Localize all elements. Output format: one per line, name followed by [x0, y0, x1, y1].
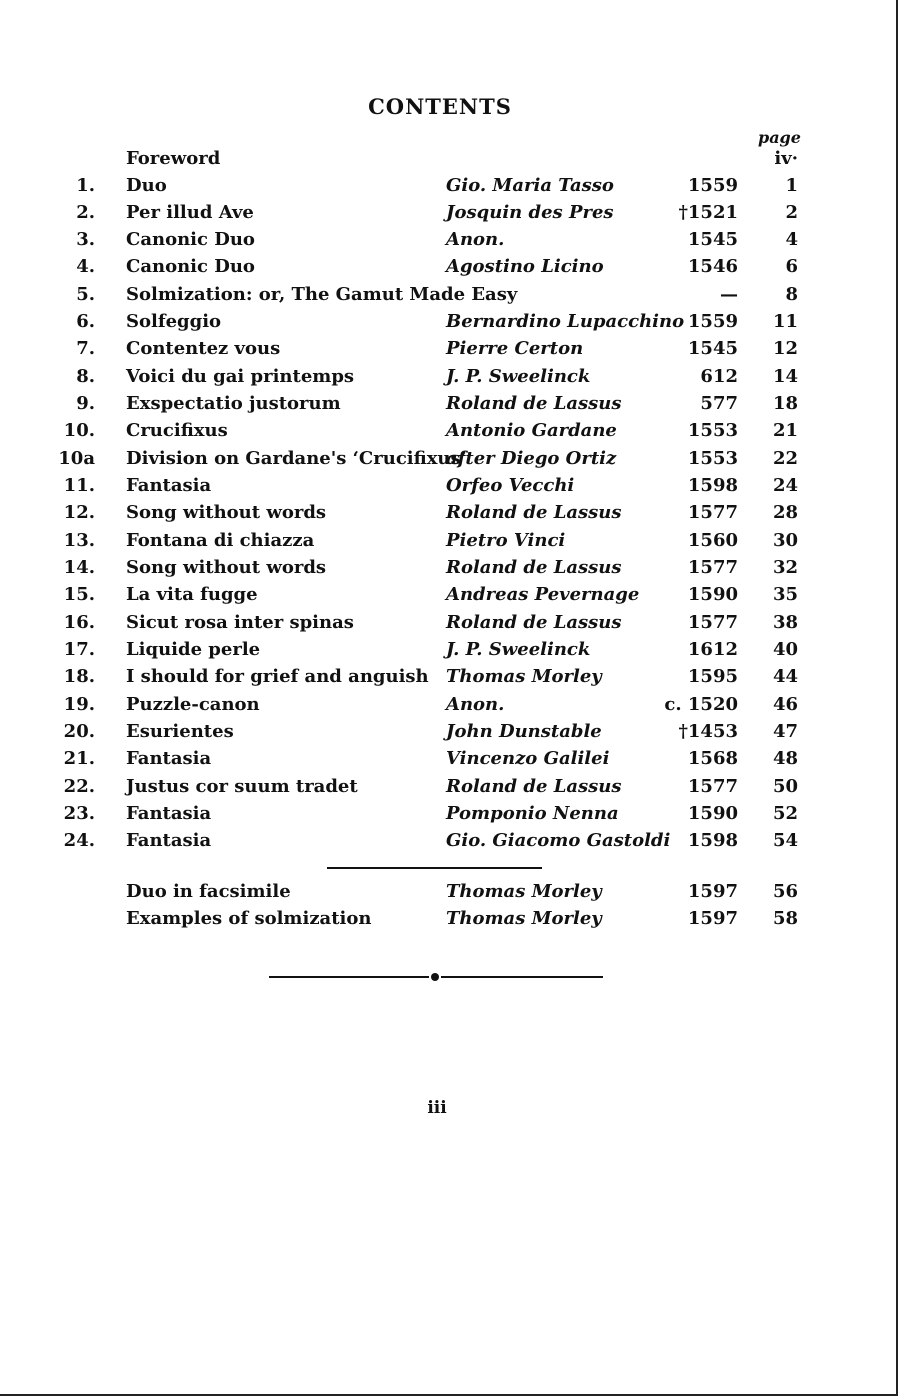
entry-composer: Thomas Morley: [446, 908, 602, 929]
entry-composer: Pierre Certon: [446, 338, 584, 359]
entry-year: 1545: [687, 338, 738, 359]
entry-number: 10a: [58, 448, 95, 469]
entry-year: 1546: [687, 256, 738, 277]
entry-number: 9.: [76, 393, 95, 414]
entry-year: 577: [700, 393, 738, 414]
entry-number: 19.: [63, 694, 95, 715]
entry-title: Exspectatio justorum: [126, 393, 341, 414]
entry-year: 1597: [687, 881, 738, 902]
entry-title: Canonic Duo: [126, 256, 255, 277]
entry-year: 612: [700, 366, 738, 387]
entry-page: 18: [772, 393, 798, 414]
entry-page: 46: [772, 694, 798, 715]
entry-number: 24.: [63, 830, 95, 851]
toc-row: [0, 475, 880, 502]
entry-number: 6.: [76, 311, 95, 332]
entry-composer: John Dunstable: [446, 721, 602, 742]
entry-composer: Gio. Giacomo Gastoldi: [446, 830, 671, 851]
entry-page: 58: [772, 908, 798, 929]
entry-composer: Pietro Vinci: [446, 530, 566, 551]
entry-composer: Antonio Gardane: [446, 420, 617, 441]
entry-composer: Roland de Lassus: [446, 557, 622, 578]
entry-composer: J. P. Sweelinck: [446, 639, 591, 660]
entry-year: 1577: [687, 557, 738, 578]
toc-row: [0, 748, 880, 775]
entry-year: 1598: [687, 475, 738, 496]
ornamental-rule: [269, 975, 603, 979]
toc-row: [0, 366, 880, 393]
entry-page: 11: [772, 311, 798, 332]
entry-year: 1590: [687, 803, 738, 824]
entry-title: Examples of solmization: [126, 908, 372, 929]
entry-composer: Thomas Morley: [446, 666, 602, 687]
page-title: CONTENTS: [368, 94, 512, 119]
entry-page: 52: [772, 803, 798, 824]
toc-row: [0, 229, 880, 256]
entry-year: 1598: [687, 830, 738, 851]
entry-composer: after Diego Ortiz: [446, 448, 617, 469]
entry-year: 1553: [687, 420, 738, 441]
entry-title: Justus cor suum tradet: [126, 776, 358, 797]
entry-number: 1.: [76, 175, 95, 196]
foreword-row: [0, 148, 880, 175]
entry-number: 14.: [63, 557, 95, 578]
entry-number: 15.: [63, 584, 95, 605]
entry-number: 10.: [63, 420, 95, 441]
entry-number: 12.: [63, 502, 95, 523]
entry-composer: Orfeo Vecchi: [446, 475, 575, 496]
entry-year: c. 1520: [664, 694, 738, 715]
entry-page: 4: [785, 229, 798, 250]
entry-page: 28: [772, 502, 798, 523]
ornament-line-left: [269, 976, 429, 978]
entry-page: 21: [772, 420, 798, 441]
entry-page: 12: [772, 338, 798, 359]
toc-row: [0, 612, 880, 639]
entry-page: 2: [785, 202, 798, 223]
entry-page: iv·: [774, 148, 798, 169]
entry-title: Sicut rosa inter spinas: [126, 612, 354, 633]
entry-title: Puzzle-canon: [126, 694, 260, 715]
entry-year: 1545: [687, 229, 738, 250]
entry-title: Duo in facsimile: [126, 881, 291, 902]
entry-page: 8: [785, 284, 798, 305]
toc-row: [0, 557, 880, 584]
entry-title: Foreword: [126, 148, 221, 169]
entry-composer: Thomas Morley: [446, 881, 602, 902]
entry-year: 1597: [687, 908, 738, 929]
entry-title: Fantasia: [126, 475, 212, 496]
entry-year: 1577: [687, 776, 738, 797]
toc-row: [0, 256, 880, 283]
toc-row: [0, 175, 880, 202]
entry-number: 20.: [63, 721, 95, 742]
toc-row: [0, 311, 880, 338]
toc-row: [0, 830, 880, 857]
entry-title: Voici du gai printemps: [126, 366, 355, 387]
entry-year: —: [720, 284, 738, 305]
entry-page: 54: [772, 830, 798, 851]
toc-row: [0, 393, 880, 420]
entry-composer: Roland de Lassus: [446, 502, 622, 523]
entry-title: Contentez vous: [126, 338, 281, 359]
section-divider: [327, 867, 542, 869]
entry-year: 1577: [687, 502, 738, 523]
entry-composer: Bernardino Lupacchino: [446, 311, 685, 332]
entry-composer: Anon.: [446, 694, 505, 715]
entry-year: 1559: [687, 175, 738, 196]
entry-composer: Anon.: [446, 229, 505, 250]
entry-title: Per illud Ave: [126, 202, 254, 223]
entry-number: 18.: [63, 666, 95, 687]
entry-number: 16.: [63, 612, 95, 633]
entry-title: Esurientes: [126, 721, 234, 742]
entry-title: Solmization: or, The Gamut Made Easy: [126, 284, 518, 305]
entry-composer: Gio. Maria Tasso: [446, 175, 614, 196]
entry-number: 7.: [76, 338, 95, 359]
entry-composer: Pomponio Nenna: [446, 803, 619, 824]
entry-page: 35: [772, 584, 798, 605]
entry-composer: Roland de Lassus: [446, 393, 622, 414]
entry-number: 8.: [76, 366, 95, 387]
entry-title: Song without words: [126, 557, 327, 578]
entry-composer: J. P. Sweelinck: [446, 366, 591, 387]
entry-title: La vita fugge: [126, 584, 258, 605]
entry-composer: Vincenzo Galilei: [446, 748, 610, 769]
entry-composer: Josquin des Pres: [446, 202, 614, 223]
entry-year: 1553: [687, 448, 738, 469]
entry-title: Liquide perle: [126, 639, 261, 660]
entry-page: 40: [772, 639, 798, 660]
toc-row: [0, 584, 880, 611]
entry-page: 56: [772, 881, 798, 902]
entry-number: 3.: [76, 229, 95, 250]
entry-number: 5.: [76, 284, 95, 305]
entry-page: 32: [772, 557, 798, 578]
entry-title: Fantasia: [126, 803, 212, 824]
entry-number: 22.: [63, 776, 95, 797]
entry-page: 50: [772, 776, 798, 797]
entry-year: †1453: [678, 721, 738, 742]
toc-row: [0, 202, 880, 229]
toc-row: [0, 803, 880, 830]
entry-year: 1560: [687, 530, 738, 551]
entry-title: I should for grief and anguish: [126, 666, 429, 687]
entry-year: 1559: [687, 311, 738, 332]
toc-row: [0, 502, 880, 529]
entry-composer: Agostino Licino: [446, 256, 604, 277]
toc-row: [0, 338, 880, 365]
entry-title: Fantasia: [126, 748, 212, 769]
entry-page: 1: [785, 175, 798, 196]
entry-year: †1521: [678, 202, 738, 223]
toc-row: [0, 448, 880, 475]
entry-year: 1590: [687, 584, 738, 605]
page-number: iii: [427, 1098, 447, 1118]
page-column-heading: page: [758, 128, 801, 147]
entry-page: 38: [772, 612, 798, 633]
entry-number: 23.: [63, 803, 95, 824]
entry-number: 4.: [76, 256, 95, 277]
entry-page: 6: [785, 256, 798, 277]
appendix-row: [0, 908, 880, 935]
entry-title: Solfeggio: [126, 311, 222, 332]
entry-year: 1568: [687, 748, 738, 769]
entry-title: Duo: [126, 175, 167, 196]
toc-row: [0, 666, 880, 693]
entry-title: Canonic Duo: [126, 229, 255, 250]
entry-page: 22: [772, 448, 798, 469]
ornament-dot: [431, 973, 439, 981]
toc-row: [0, 694, 880, 721]
entry-page: 30: [772, 530, 798, 551]
entry-number: 11.: [63, 475, 95, 496]
entry-title: Song without words: [126, 502, 327, 523]
ornament-line-right: [441, 976, 603, 978]
entry-page: 44: [772, 666, 798, 687]
entry-number: 21.: [63, 748, 95, 769]
entry-title: Crucifixus: [126, 420, 228, 441]
entry-composer: Roland de Lassus: [446, 612, 622, 633]
entry-year: 1595: [687, 666, 738, 687]
entry-composer: Roland de Lassus: [446, 776, 622, 797]
toc-row: [0, 639, 880, 666]
entry-title: Fontana di chiazza: [126, 530, 315, 551]
appendix-row: [0, 881, 880, 908]
entry-year: 1612: [687, 639, 738, 660]
entry-number: 17.: [63, 639, 95, 660]
entry-number: 2.: [76, 202, 95, 223]
toc-row: [0, 530, 880, 557]
toc-row: [0, 284, 880, 311]
entry-composer: Andreas Pevernage: [446, 584, 640, 605]
entry-title: Fantasia: [126, 830, 212, 851]
toc-row: [0, 721, 880, 748]
entry-page: 48: [772, 748, 798, 769]
entry-title: Division on Gardane's ‘Crucifixus’: [126, 448, 467, 469]
entry-year: 1577: [687, 612, 738, 633]
entry-page: 47: [772, 721, 798, 742]
toc-row: [0, 420, 880, 447]
entry-page: 24: [772, 475, 798, 496]
entry-number: 13.: [63, 530, 95, 551]
entry-page: 14: [772, 366, 798, 387]
toc-row: [0, 776, 880, 803]
